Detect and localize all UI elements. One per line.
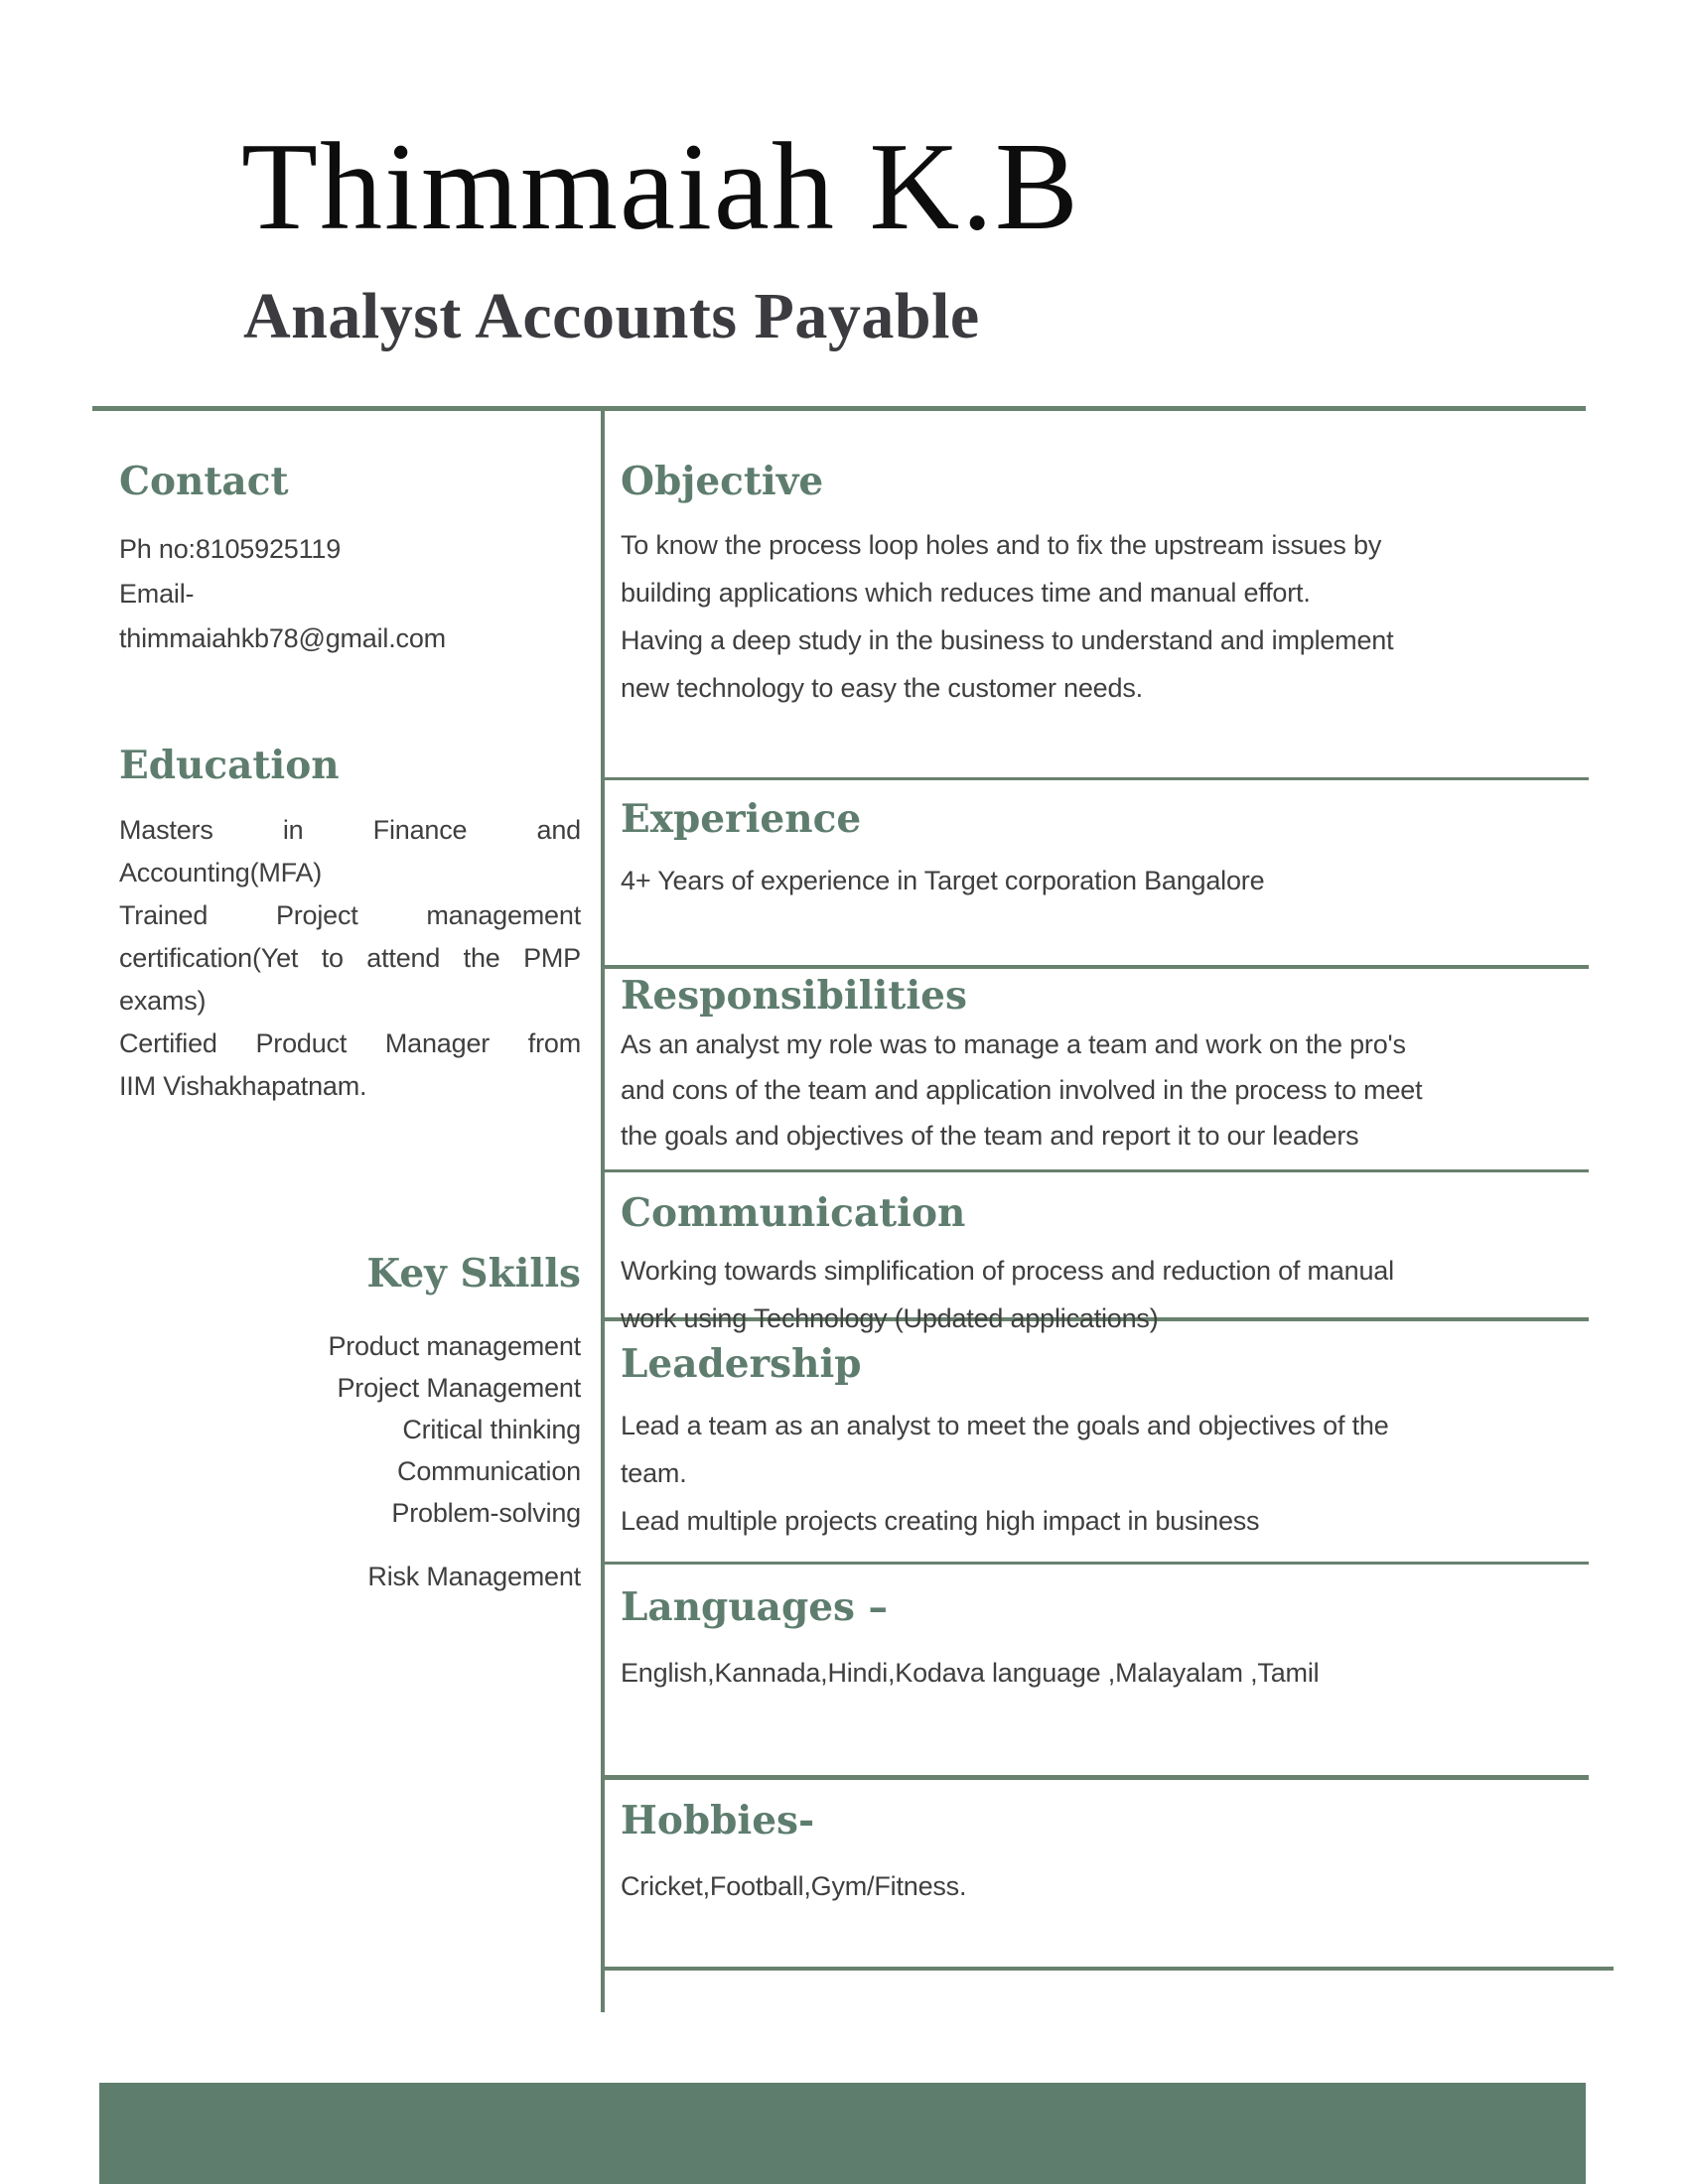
leadership-line: Lead a team as an analyst to meet the goals and objectives of the xyxy=(621,1410,1389,1440)
experience-body xyxy=(621,857,1579,904)
education-line: certification(Yet to attend the PMP xyxy=(119,942,581,973)
experience-heading: Experience xyxy=(621,796,862,842)
contact-email-address: thimmaiahkb78@gmail.com xyxy=(119,622,446,653)
page-subtitle: Analyst Accounts Payable xyxy=(243,280,980,352)
section-key-skills xyxy=(119,1108,581,1597)
education-line: exams) xyxy=(119,985,207,1016)
key-skills-heading: Key Skills xyxy=(366,1250,581,1297)
skill-item: Project Management xyxy=(337,1372,581,1403)
section-languages xyxy=(604,1562,1589,1775)
section-communication xyxy=(604,1169,1589,1333)
hobbies-body xyxy=(621,1862,1579,1910)
skill-item: Critical thinking xyxy=(402,1414,581,1444)
responsibilities-line: the goals and objectives of the team and report it to our leaders xyxy=(621,1120,1359,1151)
objective-line: building applications which reduces time and manual effort. xyxy=(621,577,1311,608)
skill-item: Problem-solving xyxy=(391,1497,581,1528)
responsibilities-line: and cons of the team and application involved in the process to meet xyxy=(621,1074,1423,1105)
objective-line: To know the process loop holes and to fix the upstream issues by xyxy=(621,529,1382,560)
leadership-heading: Leadership xyxy=(621,1341,862,1387)
key-skills-body xyxy=(119,1325,581,1597)
contact-phone: Ph no:8105925119 xyxy=(119,533,342,564)
education-line: Masters in Finance and xyxy=(119,814,581,845)
contact-heading: Contact xyxy=(119,459,289,504)
leadership-line: team. xyxy=(621,1457,687,1488)
bottom-section-rule xyxy=(604,1967,1614,1971)
section-hobbies xyxy=(604,1775,1589,1969)
objective-line: Having a deep study in the business to understand and implement xyxy=(621,624,1394,655)
education-heading: Education xyxy=(119,742,340,788)
communication-heading: Communication xyxy=(621,1190,966,1236)
footer-bar xyxy=(99,2083,1586,2184)
objective-body xyxy=(621,521,1579,712)
section-education xyxy=(119,661,581,1108)
skill-item: Communication xyxy=(397,1455,581,1486)
education-line: Certified Product Manager from xyxy=(119,1027,581,1058)
section-experience xyxy=(604,777,1589,965)
hobbies-heading: Hobbies- xyxy=(621,1798,815,1843)
contact-email-label: Email- xyxy=(119,578,195,609)
responsibilities-body xyxy=(621,1022,1579,1159)
communication-line: work using Technology (Updated applications) xyxy=(621,1302,1159,1333)
education-line: Accounting(MFA) xyxy=(119,857,323,887)
experience-line: 4+ Years of experience in Target corporation Bangalore xyxy=(621,865,1265,895)
languages-line: English,Kannada,Hindi,Kodava language ,Malayalam ,Tamil xyxy=(621,1657,1320,1688)
section-objective xyxy=(604,411,1589,777)
leadership-body xyxy=(621,1402,1579,1545)
education-line: IIM Vishakhapatnam. xyxy=(119,1070,367,1101)
responsibilities-line: As an analyst my role was to manage a team and work on the pro's xyxy=(621,1028,1406,1059)
hobbies-line: Cricket,Football,Gym/Fitness. xyxy=(621,1870,967,1901)
objective-heading: Objective xyxy=(621,459,824,504)
skill-item: Product management xyxy=(328,1330,581,1361)
right-column xyxy=(604,411,1589,1969)
section-responsibilities xyxy=(604,965,1589,1169)
contact-body xyxy=(119,527,581,661)
languages-body xyxy=(621,1649,1579,1697)
communication-line: Working towards simplification of process and reduction of manual xyxy=(621,1255,1394,1286)
education-line: Trained Project management xyxy=(119,899,581,930)
languages-heading: Languages – xyxy=(621,1584,889,1630)
responsibilities-heading: Responsibilities xyxy=(621,973,967,1019)
skill-item: Risk Management xyxy=(367,1561,581,1591)
objective-line: new technology to easy the customer needs. xyxy=(621,672,1143,703)
education-body xyxy=(119,809,581,1108)
leadership-line: Lead multiple projects creating high impact in business xyxy=(621,1505,1260,1536)
section-leadership xyxy=(604,1317,1589,1562)
page-title: Thimmaiah K.B xyxy=(241,118,1080,256)
section-contact xyxy=(119,411,581,661)
left-column xyxy=(119,411,581,1597)
